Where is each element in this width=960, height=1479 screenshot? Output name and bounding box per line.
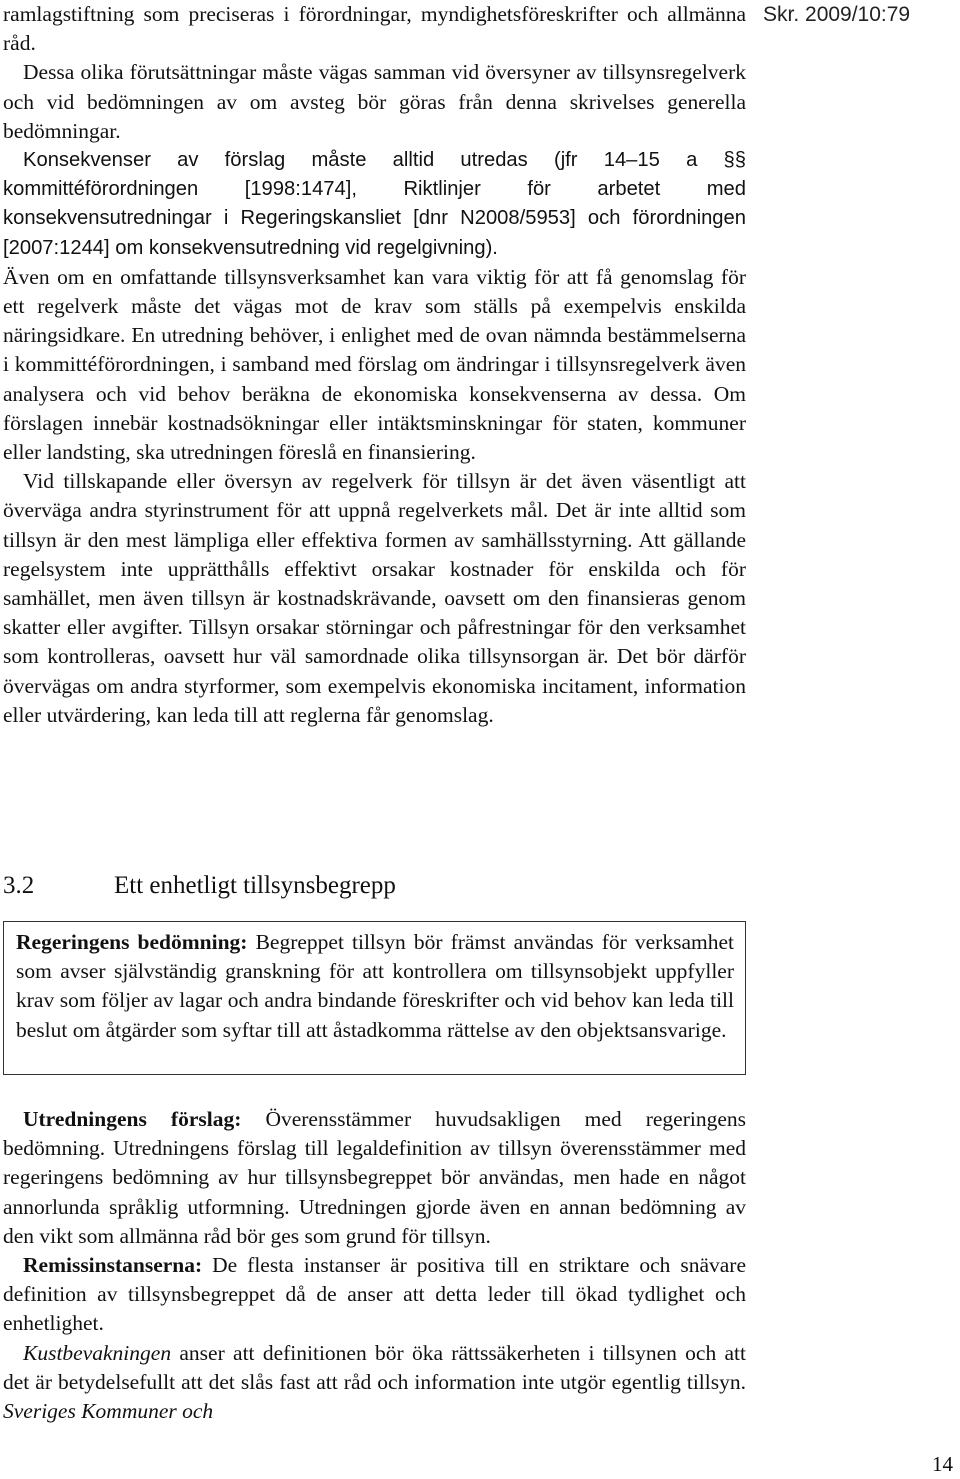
paragraph-inquiry-proposal [3, 1105, 746, 1251]
section-heading [3, 870, 396, 902]
paragraph-referral-bodies [3, 1251, 746, 1339]
paragraph-continuation: ramlagstiftning som preciseras i förordningar, myndighetsföreskrifter och allmänna råd. [3, 2, 746, 56]
coastguard-text: anser att definitionen bör öka rättssäkerheten i tillsynen och att det är betydelsefullt att det slås fast att råd och information inte utgör egentlig tillsyn. [3, 1340, 746, 1394]
inquiry-text: Överensstämmer huvudsakligen med regeringens bedömning. Utredningens förslag till legaldefinition av tillsyn överensstämmer med regeringens bedömning av hur tillsynsbegreppet bör användas, men hade en något annorlunda språklig utformning. Utredningen gjorde även en annan bedömning av den vikt som allmänna råd bör ges som grund för tillsyn. [3, 1107, 746, 1248]
skl-name: Sveriges Kommuner och [3, 1399, 214, 1424]
referral-label: Remissinstanserna: [23, 1253, 203, 1278]
body-text-bottom [3, 1105, 746, 1426]
government-assessment-box [3, 921, 746, 1075]
paragraph: Dessa olika förutsättningar måste vägas samman vid översyner av tillsynsregelverk och vid bedömningen av om avsteg bör göras från denna skrivelses generella bedömningar. [3, 60, 746, 143]
document-reference: Skr. 2009/10:79 [763, 3, 911, 26]
inquiry-label: Utredningens förslag: [23, 1107, 242, 1131]
box-paragraph [16, 928, 734, 1045]
paragraph-coastguard [3, 1339, 746, 1427]
box-text: Begreppet tillsyn bör främst användas för verksamhet som avser självständig granskning för att kontrollera om tillsynsobjekt uppfyller krav som följer av lagar och andra bindande föreskrifter och vid behov kan leda till beslut om åtgärder som syftar till att åstadkomma rättelse av den objektsansvarige. [16, 930, 734, 1042]
paragraph: Vid tillskapande eller översyn av regelverk för tillsyn är det även väsentligt att överväga andra styrinstrument för att uppnå regelverkets mål. Det är inte alltid som tillsyn är den mest lämpliga eller effektiva formen av samhällsstyrning. Att gällande regelsystem inte upprätthålls effektivt orsakar kostnader för enskilda och för samhället, men även tillsyn är kostnadskrävande, oavsett om den finansieras genom skatter eller avgifter. Tillsyn orsakar störningar och påfrestningar för den verksamhet som kontrolleras, oavsett hur väl samordnade olika tillsynsorgan är. Det bör därför övervägas om andra styrformer, som exempelvis ekonomiska incitament, information eller utvärdering, kan leda till att reglerna får genomslag. [3, 469, 746, 727]
referral-text: De flesta instanser är positiva till en striktare och snävare definition av tillsynsbegreppet då de anser att detta leder till ökad tydlighet och enhetlighet. [3, 1253, 746, 1336]
section-number: 3.2 [3, 872, 35, 899]
page-number: 14 [932, 1452, 953, 1476]
body-text-top [3, 0, 746, 730]
paragraph: Även om en omfattande tillsynsverksamhet kan vara viktig för att få genomslag för ett regelverk måste det vägas mot de krav som ställs på exempelvis enskilda näringsidkare. En utredning behöver, i enlighet med de ovan nämnda bestämmelserna i kommittéförordningen, i samband med förslag om ändringar i tillsynsregelverk även analysera och vid behov beräkna de ekonomiska konsekvenserna av dessa. Om förslagen innebär kostnadsökningar eller intäktsminskningar för staten, kommuner eller landsting, ska utredningen föreslå en finansiering. [3, 264, 746, 465]
paragraph-consequences: Konsekvenser av förslag måste alltid utredas (jfr 14–15 a §§ kommittéförordningen [1998:1474], Riktlinjer för arbetet med konsekvensutredningar i Regeringskansliet [dnr N2008/5953] och förordningen [2007:1244] om konsekvensutredning vid regelgivning). [3, 149, 746, 259]
section-title: Ett enhetligt tillsynsbegrepp [114, 872, 396, 899]
coastguard-name: Kustbevakningen [23, 1340, 172, 1365]
box-label: Regeringens bedömning: [16, 930, 248, 954]
